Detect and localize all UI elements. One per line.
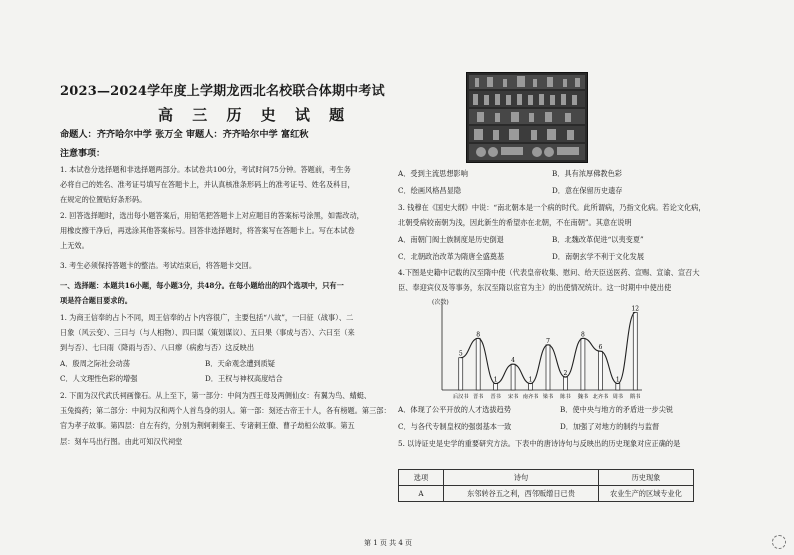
binding-mark-icon bbox=[772, 535, 786, 549]
q3-stem-line: 北朝受病较南朝为浅，因此新生的希望亦在北朝，不在南朝”。其意在说明 bbox=[398, 218, 632, 227]
q4-stem-line: 4.下图是史籍中记载的汉至隋中使（代表皇帝收集、慰问、给天臣送医药、宣赐、宣谕、宣召大 bbox=[398, 268, 700, 277]
chart-bar bbox=[563, 377, 567, 390]
q1-option-b: B．天命观念遭到质疑 bbox=[205, 359, 275, 368]
stone-relief-image bbox=[466, 72, 588, 163]
page-footer: 第 1 页 共 4 页 bbox=[364, 539, 413, 547]
chart-bar bbox=[546, 345, 550, 390]
chart-bar bbox=[459, 358, 463, 390]
chart-bar bbox=[511, 364, 515, 390]
q2-option-d: D．意在保留历史遗存 bbox=[552, 186, 623, 195]
table-header-cell: 历史现象 bbox=[599, 470, 694, 486]
tick-label: 隋书 bbox=[630, 394, 641, 400]
q5-stem: 5. 以诗证史是史学的重要研究方法。下表中的唐诗诗句与反映出的历史现象对应正确的是 bbox=[398, 439, 681, 448]
q2-option-c: C．绘画风格昌显隐 bbox=[398, 186, 462, 195]
exam-title: 2023—2024学年度上学期龙西北名校联合体期中考试 bbox=[60, 84, 385, 99]
q5-table bbox=[398, 469, 694, 502]
chart-bar bbox=[581, 338, 585, 390]
q4-stem-line: 臣、奉迎宾仪及等事务，东汉至隋以宦官为主）的出使情况统计。这一时期中中使出使 bbox=[398, 283, 672, 292]
q1-option-c: C．人文理性色彩的增强 bbox=[60, 374, 138, 383]
tick-label: 南齐书 bbox=[522, 394, 539, 400]
chart-bar bbox=[616, 384, 620, 390]
q4-bar-chart bbox=[430, 296, 650, 406]
data-label: 2 bbox=[563, 370, 568, 378]
tick-label: 周书 bbox=[612, 394, 624, 400]
q2-stem-line: 官为孝子故事。第四层：自左有约，分别为荆轲刺秦王、专诸刺王僚、曹子劫桓公故事。第五 bbox=[60, 421, 355, 430]
table-header-row bbox=[399, 470, 694, 486]
q4-option-b: B．使中央与地方的矛盾进一步尖锐 bbox=[560, 405, 674, 414]
data-label: 1 bbox=[528, 376, 533, 384]
data-label: 5 bbox=[458, 350, 463, 358]
y-axis-label: (次数) bbox=[432, 299, 449, 306]
q1-stem-line: 到与否）、七曰雨（降雨与否）、八曰瘳（病愈与否）这反映出 bbox=[60, 343, 255, 352]
q2-option-a: A．受到主流思想影响 bbox=[398, 169, 468, 178]
notice-line: 3. 考生必须保持答题卡的整洁。考试结束后，将答题卡交回。 bbox=[60, 261, 257, 270]
table-row bbox=[399, 486, 694, 502]
q4-option-a: A．体现了公平开放的人才选拔趋势 bbox=[398, 405, 512, 414]
q4-option-c: C．与各代专制皇权的强弱基本一致 bbox=[398, 422, 512, 431]
tick-label: 后汉书 bbox=[452, 394, 469, 400]
chart-bar bbox=[476, 338, 480, 390]
tick-label: 梁书 bbox=[542, 394, 554, 400]
q1-option-d: D．王权与神权高度结合 bbox=[205, 374, 283, 383]
table-header-cell: 诗句 bbox=[444, 470, 599, 486]
section-heading: 项是符合题目要求的。 bbox=[60, 296, 132, 305]
q2-stem-line: 玉兔捣药；第二部分：中间为汉和两个人首鸟身的羽人。第一部：刻还古帝王十人，各有榜题。第三部： bbox=[60, 406, 391, 415]
data-label: 8 bbox=[476, 331, 481, 339]
notice-heading: 注意事项： bbox=[60, 149, 106, 159]
table-cell: 东邻转谷五之利，西邻贩缯日已贵 bbox=[444, 486, 599, 502]
q3-stem-line: 3. 钱穆在《国史大纲》中说：“南北朝本是一个病的时代。此所谓病，乃指文化病。若论文化病， bbox=[398, 203, 706, 212]
q3-option-b: B．北魏改革促进“以夷变夏” bbox=[552, 235, 644, 244]
chart-bar bbox=[529, 384, 533, 390]
q4-option-d: D．加强了对地方的制约与监督 bbox=[560, 422, 660, 431]
chart-bar bbox=[633, 312, 637, 390]
q2-stem-line: 层：刻车马出行图。由此可知汉代祠堂 bbox=[60, 437, 183, 446]
data-label: 6 bbox=[598, 344, 603, 352]
data-label: 8 bbox=[580, 331, 585, 339]
tick-label: 宋书 bbox=[507, 394, 519, 400]
chart-bar bbox=[494, 384, 498, 390]
q3-option-c: C．北朝政治改革为隋唐全盛奠基 bbox=[398, 252, 505, 261]
notice-line: 2. 回答选择题时，选出每小题答案后，用铅笔把答题卡上对应题目的答案标号涂黑，如需改动， bbox=[60, 211, 364, 220]
q3-option-a: A．南朝门阀士族制度是历史倒退 bbox=[398, 235, 504, 244]
tick-label: 魏书 bbox=[577, 394, 589, 400]
q2-stem-line: 2. 下面为汉代武氏祠画像石。从上至下，第一部分：中间为西王母及两侧仙女：有翼为鸟、蜻蜓、 bbox=[60, 391, 372, 400]
notice-line: 必将自己的姓名、准考证号填写在答题卡上，并认真核准条形码上的准考证号、姓名及科目， bbox=[60, 180, 355, 189]
table-cell: 农业生产的区域专业化 bbox=[599, 486, 694, 502]
chart-bar bbox=[598, 351, 602, 390]
q3-option-d: D．南朝玄学不利于文化发展 bbox=[552, 252, 645, 261]
data-label: 4 bbox=[511, 357, 516, 365]
q1-stem-line: 1. 为商王信奉的占卜不同，周王信奉的占卜内容很广，主要包括“八故”，一曰征（战事）、二 bbox=[60, 313, 354, 322]
exam-subtitle: 高 三 历 史 试 题 bbox=[158, 106, 352, 124]
table-cell: A bbox=[399, 486, 444, 502]
data-label: 1 bbox=[615, 376, 620, 384]
q2-option-b: B．具有浓厚佛教色彩 bbox=[552, 169, 622, 178]
notice-line: 1. 本试卷分选择题和非选择题两部分。本试卷共100分，考试时间75分钟。答题前，考生务 bbox=[60, 165, 351, 174]
tick-label: 陈书 bbox=[560, 394, 571, 400]
notice-line: 上无效。 bbox=[60, 241, 89, 250]
notice-line: 用橡皮擦干净后，再选涂其他答案标号。回答非选择题时，将答案写在答题卡上。写在本试卷 bbox=[60, 226, 355, 235]
tick-label: 北齐书 bbox=[592, 394, 609, 400]
q1-option-a: A．殷周之际社会动荡 bbox=[60, 359, 130, 368]
table-header-cell: 选项 bbox=[399, 470, 444, 486]
tick-label: 晋书 bbox=[472, 394, 484, 400]
q1-stem-line: 日象（风云变）、三曰与（与人相物）、四曰谋（策划谋议）、五曰果（事成与否）、六曰至（来 bbox=[60, 328, 355, 337]
notice-line: 在规定的位置贴好条形码。 bbox=[60, 195, 147, 204]
data-label: 12 bbox=[631, 305, 640, 313]
data-label: 7 bbox=[546, 337, 550, 345]
section-heading: 一、选择题：本题共16小题，每小题3分，共48分。在每小题给出的四个选项中，只有一 bbox=[60, 281, 344, 290]
tick-label: 晋书 bbox=[490, 394, 501, 400]
authors-line: 命题人：齐齐哈尔中学 张万全 审题人：齐齐哈尔中学 富红秋 bbox=[60, 129, 309, 140]
data-label: 1 bbox=[493, 376, 498, 384]
